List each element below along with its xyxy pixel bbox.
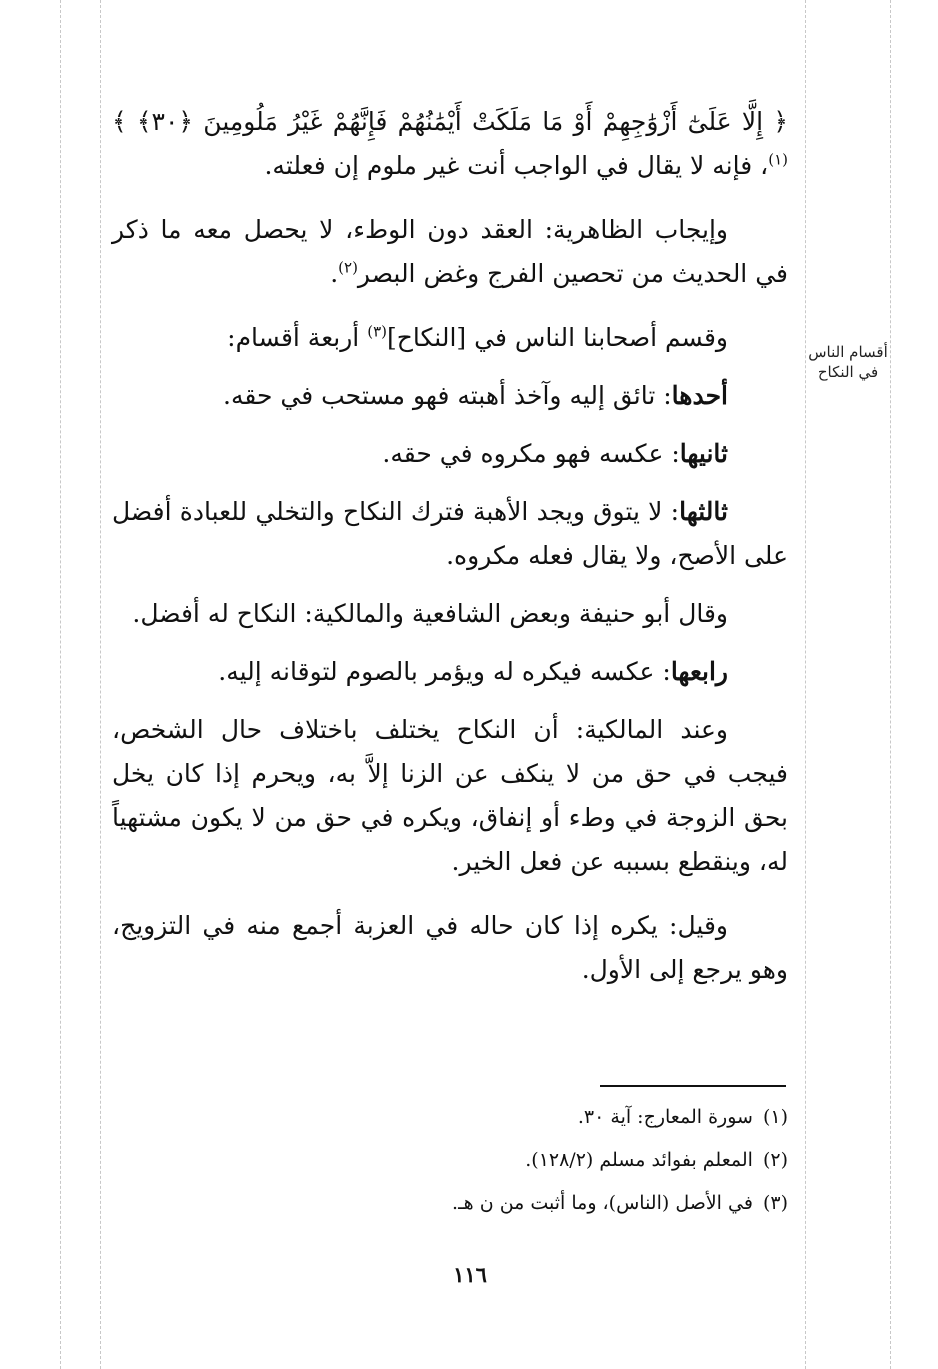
paragraph (112, 708, 788, 884)
margin-note-line: أقسام الناس (808, 343, 888, 361)
paragraph (112, 374, 788, 418)
margin-guide-line (805, 0, 806, 1369)
paragraph (112, 316, 788, 360)
footnote (300, 1096, 788, 1139)
margin-note-line: في النكاح (817, 363, 879, 381)
footnote-text: في الأصل (الناس)، وما أثبت من ن هـ. (452, 1192, 753, 1214)
footnote (300, 1182, 788, 1225)
footnote (300, 1139, 788, 1182)
footnotes (300, 1096, 788, 1225)
paragraph-text: . (330, 259, 339, 288)
paragraph-lead: ثالثها (679, 497, 728, 526)
paragraph-text: وقال أبو حنيفة وبعض الشافعية والمالكية: النكاح له أفضل. (132, 599, 728, 628)
margin-guide-line (890, 0, 891, 1369)
footnote-text: سورة المعارج: آية ٣٠. (577, 1106, 753, 1128)
footnote-divider (600, 1085, 786, 1087)
paragraph (112, 490, 788, 578)
paragraph-text: وعند المالكية: أن النكاح يختلف باختلاف حال الشخص، فيجب في حق من لا ينكف عن الزنا إلاَّ به، ويحرم إذا كان يخل بحق الزوجة في وطء أو إنفاق، ويكره في حق من لا يكون مشتهياً له، وينقطع بسببه عن فعل الخير. (112, 715, 788, 876)
paragraph-text: : لا يتوق ويجد الأهبة فترك النكاح والتخلي للعبادة أفضل على الأصح، ولا يقال فعله مكروه. (112, 497, 788, 570)
paragraph-lead: ثانيها (679, 439, 728, 468)
paragraph-lead: رابعها (670, 657, 728, 686)
footnote-number: (١) (762, 1106, 788, 1128)
paragraph-text: : عكسه فهو مكروه في حقه. (382, 439, 680, 468)
paragraph-text: وإيجاب الظاهرية: العقد دون الوطء، لا يحصل معه ما ذكر في الحديث من تحصين الفرج وغض البصر (112, 215, 788, 288)
paragraph (112, 904, 788, 992)
paragraph (112, 208, 788, 296)
paragraph-text: وقيل: يكره إذا كان حاله في العزبة أجمع منه في التزويج، وهو يرجع إلى الأول. (112, 911, 788, 984)
footnote-text: المعلم بفوائد مسلم (١٢٨/٢). (525, 1149, 753, 1171)
margin-note (808, 342, 888, 382)
paragraph-text: : تائق إليه وآخذ أهبته فهو مستحب في حقه. (223, 381, 672, 410)
margin-guide-line (100, 0, 101, 1369)
paragraph (112, 432, 788, 476)
paragraph-text: أربعة أقسام: (227, 323, 368, 352)
paragraph (112, 592, 788, 636)
footnote-ref: (١) (768, 150, 788, 169)
quran-verse: ﴿ إِلَّا عَلَىٰٓ أَزْوَٰجِهِمْ أَوْ مَا مَلَكَتْ أَيْمَٰنُهُمْ فَإِنَّهُمْ غَيْرُ مَلُومِينَ ﴿٣٠﴾ ﴾ (112, 107, 788, 136)
page-number: ١١٦ (453, 1262, 487, 1287)
margin-guide-line (60, 0, 61, 1369)
paragraph-quran-verse (112, 100, 788, 188)
footnote-ref: (٢) (338, 258, 358, 277)
paragraph-lead: أحدها (671, 381, 728, 410)
main-text (112, 100, 788, 992)
paragraph-text: ، فإنه لا يقال في الواجب أنت غير ملوم إن فعلته. (264, 151, 769, 180)
footnote-number: (٢) (762, 1149, 788, 1171)
footnote-number: (٣) (762, 1192, 788, 1214)
paragraph-text: : عكسه فيكره له ويؤمر بالصوم لتوقانه إليه. (218, 657, 671, 686)
footnote-ref: (٣) (367, 322, 387, 341)
paragraph (112, 650, 788, 694)
paragraph-text: وقسم أصحابنا الناس في [النكاح] (386, 323, 728, 352)
